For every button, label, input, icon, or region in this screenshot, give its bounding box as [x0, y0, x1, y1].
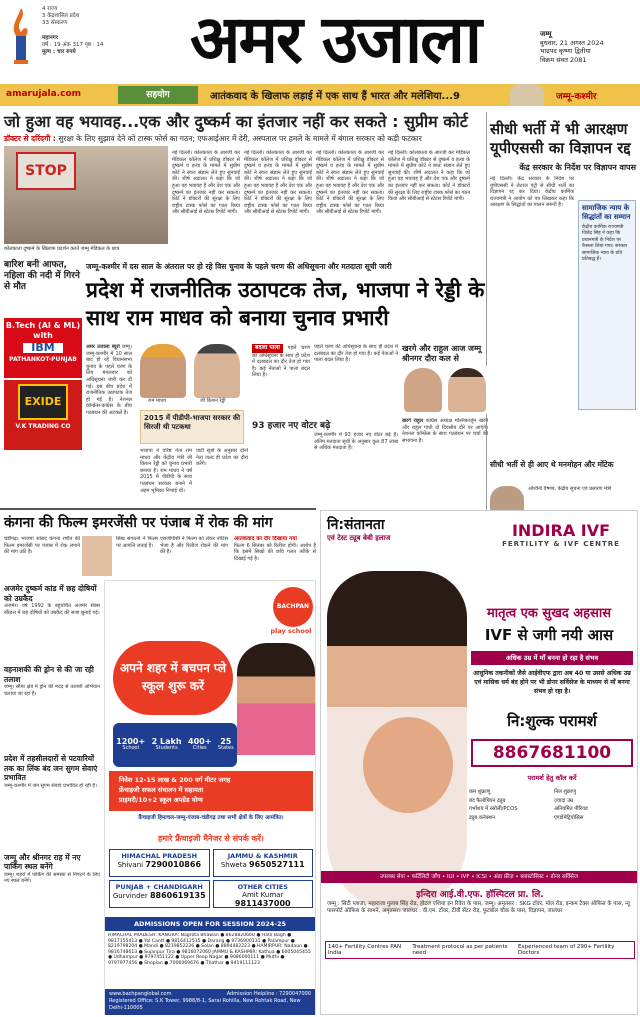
brief-headline-3[interactable]: प्रदेश में तहसीलदारों से पटवारियों तक का लिंक बंद जन सुगम सेवाएं प्रभावित: [4, 754, 98, 782]
bachpan-contacts: [109, 849, 313, 908]
indira-logo: [491, 521, 631, 548]
dateline-city: जम्मू: [540, 30, 552, 38]
alliance-text: कांग्रेस अध्यक्ष मल्लिकार्जुन खरगे और राहुल गांधी दो दिवसीय दौरे पर आएंगे। नेशनल कॉन्फ्रेंस के साथ गठबंधन पर चर्चा की संभावना है।: [402, 418, 488, 444]
main-body-col1: [86, 344, 132, 494]
photo-name-2: जी किशन रेड्डी: [200, 398, 226, 404]
brief-body-2: जम्मू। सीमा क्षेत्र में ड्रोन की मदद से तलाशी अभियान चलाया जा रहा है।: [4, 684, 100, 697]
right-sidebox-body: केंद्रीय कार्मिक राज्यमंत्री जितेंद्र सिंह ने कहा कि प्रधानमंत्री के निर्देश पर फैसला लिया गया। सरकार सामाजिक न्याय के प्रति प्रतिबद्ध है।: [582, 225, 628, 263]
ibm-btech-ad[interactable]: [4, 318, 82, 378]
alliance-name-1: खरगे: [402, 418, 411, 424]
edition-info: [42, 6, 132, 56]
lead-body-col1: नई दिल्ली। कोलकाता के आरजी कर मेडिकल कॉलेज में प्रशिक्षु डॉक्टर से दुष्कर्म व हत्या के मामले में सुप्रीम कोर्ट ने स्वतः संज्ञान लेते हुए सुनवाई की। शीर्ष अदालत ने कहा कि जो हुआ वह भयावह है और देश एक और दुष्कर्म का इंतजार नहीं कर सकता। कोर्ट ने डॉक्टरों की सुरक्षा के लिए राष्ट्रीय टास्क फोर्स का गठन किया और सीबीआई से स्टेटस रिपोर्ट मांगी।: [172, 150, 240, 216]
bachpan-website[interactable]: www.bachpanglobal.com: [109, 991, 172, 997]
indira-services-band: उपलब्ध सेवा • फर्टिलिटी जाँच • IUI • IVF • ICSI • अंडा फ्रीज़ • ब्लास्टोसिस्ट • डोनर सर्विसेज: [321, 871, 637, 883]
protest-photo-caption: कोलकाता दुष्कर्म के खिलाफ प्रदर्शन करते जम्मू मेडिकल के छात्र: [4, 246, 120, 252]
kangana-inset-head: आतंकवाद का दौर दिखाया गया: [234, 536, 297, 542]
edition-uts: 3 केंद्रशासित प्रदेश: [42, 13, 80, 19]
indira-headline-2: IVF से जगी नयी आस: [484, 626, 614, 644]
bachpan-office: Registered Office: S.K Tower, 9988/8-1, Sarai Rohilla, New Rohtak Road, New Delhi-110005: [109, 998, 301, 1011]
portrait-kishan-reddy: [194, 344, 240, 398]
left-brief-headline[interactable]: बारिश बनी आफत, नहिला की नदी में गिरने से मौत: [4, 260, 80, 292]
alliance-name-2: राहुल: [413, 418, 424, 424]
stat-cities: 400+ Cities: [188, 737, 212, 751]
bachpan-footer: [105, 989, 315, 1015]
main-body-col2: भाजपा ने वरिष्ठ नेता राम माधव और केंद्रीय मंत्री जी किशन रेड्डी को चुनाव प्रभारी बनाया है। राम माधव ने वर्ष 2015 में पीडीपी के साथ गठबंधन सरकार बनाने में अहम भूमिका निभाई थी।: [140, 448, 192, 494]
indira-footer-3: Experienced team of 290+ Fertility Doctors: [517, 944, 615, 956]
service-5: गर्भाशय में रसोली/PCOS: [469, 806, 518, 813]
main-body-col5: पहले चरण की अधिसूचना के साथ ही प्रदेश में दलबदल का दौर तेज हो गया है। कई नेताओं ने पाला बदल लिया है।: [314, 344, 398, 364]
bachpan-logo-sub: play school: [270, 627, 312, 635]
defection-tag: बदला पाला: [252, 344, 283, 353]
service-6: अनियमित पीरियड: [554, 806, 588, 813]
benefit-3: प्राइमरी/10+2 स्कूल अपग्रेड योग्य: [119, 796, 203, 804]
right-sidebox: [578, 200, 636, 410]
protest-placard: STOP: [16, 152, 76, 190]
volume-issue: वर्ष : 19 अंक 317 पृष्ठ : 14: [42, 42, 104, 48]
bachpan-message: फ्रैंचाइजी हिमाचल-जम्मू-पंजाब-चंडीगढ़ तथा सभी क्षेत्रों के लिए आमंत्रित।: [138, 815, 284, 821]
brief-body-4: जम्मू। शहरों में पार्किंग की समस्या से निपटने के लिए नए स्थल बनेंगे।: [4, 871, 100, 885]
kangana-body1: चंडीगढ़। भाजपा सांसद कंगना रणौत की फिल्म इमरजेंसी पर पंजाब में रोक लगाने की मांग उठी है।: [4, 536, 80, 556]
alliance-body: [402, 418, 488, 510]
main-photos: [138, 344, 242, 404]
main-body1: जम्मू। जम्मू-कश्मीर में 10 साल बाद हो रहे विधानसभा चुनाव के पहले चरण के लिए मंगलवार को अधिसूचना जारी कर दी गई। इस बीच प्रदेश में राजनीतिक उठापटक तेज हो गई है। नेशनल कॉन्फ्रेंस-कांग्रेस के बीच गठबंधन की अटकलें हैं।: [86, 344, 132, 416]
kangana-photo: [82, 536, 112, 576]
right-headline[interactable]: सीधी भर्ती में भी आरक्षण यूपीएससी का विज्ञापन रद्द: [490, 120, 631, 157]
indira-strip: अधिक उम्र में माँ बनना हो रहा है संभव: [471, 651, 633, 665]
ad-course: B.Tech (AI & ML): [5, 321, 81, 330]
admissions-banner: ADMISSIONS OPEN FOR SESSION 2024-25: [105, 917, 315, 931]
bachpan-bubble: अपने शहर में बचपन प्ले स्कूल शुरू करें: [113, 641, 233, 715]
ribbon-headline[interactable]: आतंकवाद के खिलाफ लड़ाई में एक साथ हैं भारत और मलेशिया...9: [210, 91, 460, 102]
lead-body-col2: नई दिल्ली। कोलकाता के आरजी कर मेडिकल कॉलेज में प्रशिक्षु डॉक्टर से दुष्कर्म व हत्या के मामले में सुप्रीम कोर्ट ने स्वतः संज्ञान लेते हुए सुनवाई की। शीर्ष अदालत ने कहा कि जो हुआ वह भयावह है और देश एक और दुष्कर्म का इंतजार नहीं कर सकता। कोर्ट ने डॉक्टरों की सुरक्षा के लिए राष्ट्रीय टास्क फोर्स का गठन किया और सीबीआई से स्टेटस रिपोर्ट मांगी।: [244, 150, 312, 216]
section-rule: [0, 508, 316, 510]
indira-footer-2: Treatment protocol as per patients need: [412, 944, 508, 956]
indira-hospital-name: इन्दिरा आई.वी.एफ. हॉस्पिटल प्रा. लि.: [416, 890, 544, 900]
voters-body: जम्मू-कश्मीर में 93 हजार नए वोटर बढ़े हैं। अंतिम मतदाता सूची के अनुसार कुल 87 लाख से अधिक मतदाता हैं।: [314, 432, 398, 452]
indira-tag-title: नि:संतानता: [327, 517, 385, 533]
stat-students: 2 Lakh Students: [151, 737, 182, 751]
lead-deck-tag: डॉक्टर से दरिंदगी :: [4, 134, 56, 143]
contact-jammu-kashmir[interactable]: JAMMU & KASHMIR Shweta 9650527111: [213, 849, 314, 877]
service-2: निल शुक्राणु: [554, 789, 576, 795]
contact-punjab[interactable]: PUNJAB + CHANDIGARH Gurvinder 8860619135: [109, 880, 210, 908]
indira-services: [469, 789, 635, 821]
indira-paragraph: आधुनिक तकनीकों जैसे आईवीएफ द्वारा अब 40 या उससे अधिक उम्र एवं मासिक धर्म बंद होने पर भी डोनर सर्विसेज के माध्यम से माँ बनना संभव हो रहा है।: [473, 670, 631, 695]
dealer-name: V.K TRADING CO: [15, 423, 71, 430]
brief-body-3: जम्मू-कश्मीर में जन सुगम सेवाएं प्रभावित हो रही हैं।: [4, 782, 97, 789]
indira-free-consult: नि:शुल्क परामर्श: [507, 712, 597, 730]
right-sidebox-title: सामाजिक न्याय के सिद्धांतों का सम्मान: [582, 204, 631, 221]
kangana-inset-body: फिल्म 6 सितंबर को रिलीज होगी। आरोप है कि इसमें सिखों की छवि गलत तरीके से दिखाई गई है।: [234, 542, 316, 562]
bachpan-logo: BACHPAN: [273, 587, 313, 627]
main-byline: अमर उजाला ब्यूरो: [86, 344, 120, 350]
voters-headline[interactable]: 93 हजार नए वोटर बढ़े: [252, 421, 331, 431]
main-body-col3: पार्टी सूत्रों के अनुसार दोनों नेता जल्द ही प्रदेश का दौरा करेंगे।: [196, 448, 248, 468]
left-briefs: [4, 584, 100, 912]
right-bottom-body: अश्विनी वैष्णव, केंद्रीय सूचना एवं प्रसारण मंत्री: [528, 486, 612, 492]
sponsor-tag: सहयोग: [118, 86, 198, 104]
ribbon-portrait: [510, 84, 544, 106]
indira-tag-sub: एवं टेस्ट ट्यूब बेबी इलाज: [327, 534, 391, 542]
dateline: [540, 30, 636, 64]
website-link[interactable]: amarujala.com: [6, 89, 82, 99]
price: मूल्य : चार रुपये: [42, 49, 76, 55]
portrait-ram-madhav: [140, 344, 186, 398]
benefit-1: निवेश 12-15 लाख & 200 वर्ग मीटर जगह: [119, 776, 231, 784]
kangana-body3: एसजीपीसी ने फिल्म को लेकर नोटिस भेजा है और रिलीज रोकने की मांग की है।: [160, 536, 228, 556]
ibm-logo: IBM: [23, 343, 63, 353]
lead-deck-text: सुरक्षा के लिए सुझाव देने को टास्क फोर्स का गठन; एफआईआर में देरी, अस्पताल पर हमले के मामले में बंगाल सरकार को कड़ी फटकार: [58, 134, 422, 143]
service-1: कम शुक्राणु: [469, 789, 491, 795]
indira-footer: [325, 941, 635, 959]
masthead: [0, 0, 640, 82]
indira-addresses: जम्मू : सिटी प्लाजा, महाराजा गुलाब सिंह रोड, होटल एशिया इन रिवेरा के पास, जम्मू। अमृतसर : SKG टॉवर, मॉल रोड, इन्कम टैक्स ऑफिस के पास, न्यू पासपोर्ट ऑफिस के सामने, अमृतसर। जालंधर : वी.एम. टॉवर, टीवी सेंटर रोड, फुटबॉल चौक के पास, विज्ञापन, जालंधर: [327, 901, 630, 915]
indira-tag: [327, 515, 457, 543]
contact-himachal[interactable]: HIMACHAL PRADESH Shivani 7290010866: [109, 849, 210, 877]
kangana-inset: [234, 536, 316, 578]
main-inset-box: 2015 में पीडीपी-भाजपा सरकार की सिरजी थी पटकथा: [140, 410, 244, 444]
right-body: नई दिल्ली। केंद्र सरकार के निर्देश पर यूपीएससी ने लेटरल एंट्री से सीधी भर्ती का विज्ञापन रद्द कर दिया। केंद्रीय कार्मिक राज्यमंत्री ने आयोग को पत्र लिखकर कहा कि आरक्षण के सिद्धांतों का पालन जरूरी है।: [490, 176, 574, 209]
lead-headline[interactable]: जो हुआ वह भयावह...एक और दुष्कर्म का इंतजार नहीं कर सकते : सुप्रीम कोर्ट: [4, 112, 468, 131]
photo-name-1: राम माधव: [148, 398, 167, 404]
top-ribbon: [0, 84, 640, 106]
alliance-photos: [402, 366, 488, 414]
battery-icon: EXIDE: [18, 384, 68, 420]
bachpan-stats: [113, 723, 237, 767]
indira-footer-1: 140+ Fertility Centres PAN India: [328, 944, 402, 956]
portrait-rahul: [448, 368, 486, 412]
brief-headline-4[interactable]: जम्मू और श्रीनगर राह में नए पार्किंग स्थल बनेंगे: [4, 852, 81, 871]
main-kicker: जम्मू-कश्मीर में दस साल के अंतराल पर हो रहे विस चुनाव के पहले चरण की अधिसूचना और मतदाता सूची जारी: [86, 262, 392, 271]
exide-battery-ad[interactable]: [4, 380, 82, 450]
lead-body-col4: नई दिल्ली। कोलकाता के आरजी कर मेडिकल कॉलेज में प्रशिक्षु डॉक्टर से दुष्कर्म व हत्या के मामले में सुप्रीम कोर्ट ने स्वतः संज्ञान लेते हुए सुनवाई की। शीर्ष अदालत ने कहा कि जो हुआ वह भयावह है और देश एक और दुष्कर्म का इंतजार नहीं कर सकता। कोर्ट ने डॉक्टरों की सुरक्षा के लिए राष्ट्रीय टास्क फोर्स का गठन किया और सीबीआई से स्टेटस रिपोर्ट मांगी।: [388, 150, 470, 203]
benefit-2: फ्रेंचाइजी सफल संचालन में सहायता: [119, 786, 204, 794]
contact-other-cities[interactable]: OTHER CITIES Amit Kumar 9811437000: [213, 880, 314, 908]
section-label: जम्मू-कश्मीर: [556, 92, 597, 102]
portrait-kharge: [404, 368, 442, 412]
dateline-hindu-calendar: भाद्रपद कृष्णा द्वितीया: [540, 47, 591, 55]
brief-headline-1[interactable]: अजमेर दुष्कर्म कांड में छह दोषियों को उम्रकैद: [4, 584, 97, 603]
main-headline[interactable]: प्रदेश में राजनीतिक उठापटक तेज, भाजपा ने रेड्डी के साथ राम माधव को बनाया चुनाव प्रभारी: [86, 278, 485, 330]
kangana-body2: सिख संगठनों ने फिल्म पर आपत्ति जताई है।: [116, 536, 158, 549]
bachpan-branch-list: HIMACHAL PRADESH: KANGRA: Nagrota Bhawan ● 8628820660 ● Hatli Bagh ● 9817155413 ● Yol Cantt ● 9816412535 ● Darang ● 9736900131 ● Palampur ● 8219798204 ● Mandi ● 8219852226 ● Solan ● 8894482223 ● HAMIRPUR: Nadaun ● 9816748613 ● Sujanpur Tira ● 9816072060 JAMMU & KASHMIR: Kathua ● 6005045455 ● Udhampur ● 9797451122 ● Upper Roop Nagar ● 9086000111 ● Muthi ● 9797977456 ● Shopian ● 7006069676 ● Thathar ● 9419111123: [108, 933, 311, 966]
indira-brand-sub: FERTILITY & IVF CENTRE: [502, 540, 620, 548]
ad-location: PATHANKOT-PUNJAB: [9, 356, 77, 363]
bachpan-contact-title: हमारे फ्रैंचाइजी मैनेजर से संपर्क करें।: [158, 834, 264, 843]
edition-name: महानगर: [42, 35, 59, 41]
service-8: एण्डोमेट्रियोसिस: [554, 814, 584, 821]
service-7: ट्यूब कनेक्शन: [469, 814, 496, 821]
dateline-date: बुधवार, 21 अगस्त 2024: [540, 38, 604, 47]
edition-states: 4 राज्य: [42, 6, 58, 12]
brief-body-1: अजमेर। वर्ष 1992 के बहुचर्चित अजमेर सेक्स स्कैंडल में छह दोषियों को उम्रकैद की सजा सुनाई गई।: [4, 603, 100, 616]
indira-brand: INDIRA IVF: [511, 521, 611, 540]
dateline-samvat: विक्रम संवत 2081: [540, 55, 587, 64]
protest-photo: [4, 146, 168, 244]
left-brief: [4, 260, 82, 293]
ad-with: with: [33, 331, 53, 340]
bachpan-model-photo: [237, 643, 315, 755]
indira-call-prompt: परामर्श हेतु कॉल करें: [527, 774, 577, 782]
kangana-headline[interactable]: कंगना की फिल्म इमरजेंसी पर पंजाब में रोक की मांग: [4, 515, 273, 531]
torch-logo-icon: [8, 6, 34, 66]
lead-deck: [4, 134, 484, 143]
indira-phone[interactable]: 8867681100: [471, 739, 633, 767]
brief-headline-2[interactable]: वहनाशकी की ड्रोन से की जा रही तलाश: [4, 665, 94, 684]
bachpan-benefits: [109, 771, 313, 811]
indira-ivf-ad[interactable]: [320, 510, 638, 1015]
indira-headline-1: मातृत्व एक सुखद अहसास: [486, 606, 612, 621]
service-3: बंद फैलोपियन ट्यूब: [469, 797, 506, 804]
lead-body-col3: नई दिल्ली। कोलकाता के आरजी कर मेडिकल कॉलेज में प्रशिक्षु डॉक्टर से दुष्कर्म व हत्या के मामले में सुप्रीम कोर्ट ने स्वतः संज्ञान लेते हुए सुनवाई की। शीर्ष अदालत ने कहा कि जो हुआ वह भयावह है और देश एक और दुष्कर्म का इंतजार नहीं कर सकता। कोर्ट ने डॉक्टरों की सुरक्षा के लिए राष्ट्रीय टास्क फोर्स का गठन किया और सीबीआई से स्टेटस रिपोर्ट मांगी।: [316, 150, 384, 216]
newspaper-brand: अमर उजाला: [190, 0, 480, 78]
bachpan-helpline[interactable]: Admission Helpline : 7290047000: [226, 991, 311, 997]
edition-count: 33 संस्करण: [42, 20, 68, 26]
right-bottom-headline[interactable]: सीधी भर्ती से ही आए थे मनमोहन और मोंटेक: [490, 460, 614, 469]
alliance-headline[interactable]: खरगे और राहुल आज जम्मू श्रीनगर दौरा कल से: [402, 344, 482, 363]
defection-body: पहले चरण की अधिसूचना के साथ ही प्रदेश में दलबदल का दौर तेज हो गया है। कई नेताओं ने पाला बदल लिया है।: [252, 345, 310, 379]
belly-shape: [363, 717, 453, 813]
service-4: ज़्यादा उम्र: [554, 797, 574, 804]
right-deck: केंद्र सरकार के निर्देश पर विज्ञापन वापस: [519, 163, 636, 172]
stat-states: 25 States: [217, 737, 234, 751]
bachpan-ad[interactable]: [104, 580, 316, 1015]
stat-schools: 1200+ School: [116, 737, 146, 751]
